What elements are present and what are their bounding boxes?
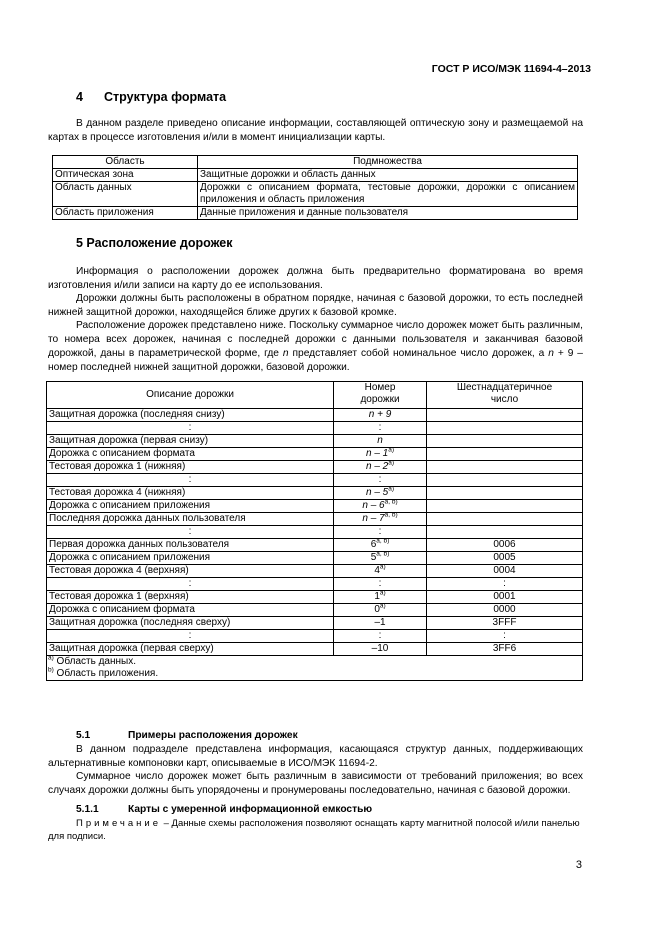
- table-row: [47, 552, 583, 565]
- document-header: ГОСТ Р ИСО/МЭК 11694-4–2013: [431, 63, 591, 75]
- table-row: [47, 487, 583, 500]
- track-number-value: n – 2: [365, 461, 389, 472]
- track-number-value: n – 6: [362, 500, 385, 511]
- section-5-paragraph-3: Расположение дорожек представлено ниже. Поскольку суммарное число дорожек может быть различным, то номера всех дорожек, начиная с последней дорожки с данными пользователя и заканчивая базовой дорожкой, даны в параметрической форме, где n представляет собой номинальное число дорожек, а n + 9 – номер последней нижней защитной дорожки, базовой дорожки.: [48, 320, 583, 373]
- track-number: [334, 435, 427, 448]
- track-number: [334, 409, 427, 422]
- subsection-5-1-paragraph-1: В данном подразделе представлена информация, касающаяся структур данных, поддерживающих альтернативные компоновки карт, описываемые в ИСО/МЭК 11694-2.: [48, 744, 583, 769]
- track-number: [334, 526, 427, 539]
- footnote-ref: a, b): [384, 498, 398, 506]
- header-line: число: [490, 394, 519, 405]
- footnote-ref: a): [388, 446, 395, 454]
- track-number: [334, 500, 427, 513]
- footnotes-row: [47, 656, 583, 681]
- header-line: дорожки: [360, 394, 400, 405]
- table-row: [47, 422, 583, 435]
- track-number: [334, 578, 427, 591]
- table-row: [47, 617, 583, 630]
- track-hex: 3FFF: [427, 617, 583, 630]
- track-hex: 0001: [427, 591, 583, 604]
- footnote-text: Область данных.: [53, 656, 136, 667]
- table-row: [47, 461, 583, 474]
- track-description: :: [47, 578, 334, 591]
- subsection-5-1-1-heading: [76, 804, 372, 815]
- track-number: [334, 552, 427, 565]
- note-text: – Данные схемы расположения позволяют оснащать карту магнитной полосой и/или панелью для подписи.: [48, 818, 580, 842]
- track-description: :: [47, 422, 334, 435]
- track-hex: :: [427, 578, 583, 591]
- table-row: [47, 500, 583, 513]
- footnote-ref: a, b): [376, 537, 390, 545]
- track-number-value: 5: [370, 552, 377, 563]
- track-description: Дорожка с описанием приложения: [47, 500, 334, 513]
- section-4-heading: [76, 90, 226, 104]
- section-5-paragraph-2: Дорожки должны быть расположены в обратном порядке, начиная с базовой дорожки, то есть последней нижней защитной дорожки, находящейся ближе других к базовой кромке.: [48, 293, 583, 318]
- track-number-value: n – 7: [362, 513, 385, 524]
- table-row: [47, 591, 583, 604]
- track-number: [334, 617, 427, 630]
- track-number: [334, 448, 427, 461]
- table-row: [47, 409, 583, 422]
- track-number-value: n: [377, 435, 383, 446]
- track-number: [334, 487, 427, 500]
- section-5-heading: 5 Расположение дорожек: [76, 236, 233, 250]
- table-cell: Защитные дорожки и область данных: [198, 169, 578, 182]
- table-row: [47, 448, 583, 461]
- header-line: Номер: [364, 382, 396, 393]
- track-hex: [427, 461, 583, 474]
- footnotes-cell: [47, 656, 583, 681]
- track-description: Первая дорожка данных пользователя: [47, 539, 334, 552]
- track-description: Защитная дорожка (первая сверху): [47, 643, 334, 656]
- table-row: [47, 604, 583, 617]
- table-row: [47, 526, 583, 539]
- section-4-paragraph: В данном разделе приведено описание информации, составляющей оптическую зону и размещаемой на картах в процессе изготовления и/или в момент инициализации карты.: [48, 118, 583, 143]
- note-label: Примечание: [76, 818, 161, 829]
- track-description: Защитная дорожка (последняя сверху): [47, 617, 334, 630]
- track-hex: [427, 513, 583, 526]
- track-number: [334, 591, 427, 604]
- format-structure-table: [52, 155, 578, 220]
- table-cell: Оптическая зона: [53, 169, 198, 182]
- track-number: [334, 422, 427, 435]
- track-number: [334, 604, 427, 617]
- section-title: Структура формата: [104, 90, 227, 104]
- track-number: [334, 539, 427, 552]
- table-row: [47, 513, 583, 526]
- track-description: Защитная дорожка (первая снизу): [47, 435, 334, 448]
- track-number-value: 0: [374, 604, 380, 615]
- table-row: [53, 207, 578, 220]
- section-5-paragraph-1: Информация о расположении дорожек должна быть предварительно форматирована во время изготовления и/или записи на карту до ее использования.: [48, 266, 583, 291]
- table-cell: Данные приложения и данные пользователя: [198, 207, 578, 220]
- footnote-ref: a): [388, 459, 395, 467]
- track-description: :: [47, 526, 334, 539]
- track-number-value: :: [378, 578, 382, 589]
- table-cell: Область приложения: [53, 207, 198, 220]
- footnote-b: [48, 668, 580, 680]
- table-header-row: [53, 156, 578, 169]
- track-hex: [427, 409, 583, 422]
- track-number-value: :: [378, 526, 382, 537]
- track-number-value: :: [378, 422, 382, 433]
- table-row: [53, 169, 578, 182]
- track-number-value: n – 1: [365, 448, 389, 459]
- column-header-area: Область: [53, 156, 198, 169]
- table-row: [47, 565, 583, 578]
- track-description: Защитная дорожка (последняя снизу): [47, 409, 334, 422]
- table-row: [47, 539, 583, 552]
- footnote-ref: a, b): [384, 511, 398, 519]
- subsection-5-1-heading: [76, 730, 298, 741]
- section-number: 4: [76, 90, 83, 104]
- track-hex: 0004: [427, 565, 583, 578]
- table-row: [47, 435, 583, 448]
- footnote-ref: a, b): [376, 550, 390, 558]
- table-cell: Дорожки с описанием формата, тестовые дорожки, дорожки с описанием приложения и область приложения: [198, 182, 578, 207]
- track-number: [334, 643, 427, 656]
- footnote-ref: a): [379, 563, 386, 571]
- track-number-value: 1: [374, 591, 380, 602]
- track-description: Тестовая дорожка 4 (верхняя): [47, 565, 334, 578]
- track-hex: [427, 448, 583, 461]
- column-header-subsets: Подмножества: [198, 156, 578, 169]
- track-layout-table: [46, 381, 583, 681]
- track-number: [334, 565, 427, 578]
- table-row: [47, 578, 583, 591]
- track-hex: 0006: [427, 539, 583, 552]
- track-hex: 0000: [427, 604, 583, 617]
- track-number: [334, 474, 427, 487]
- track-description: Тестовая дорожка 1 (нижняя): [47, 461, 334, 474]
- track-number: [334, 513, 427, 526]
- track-number-value: n + 9: [368, 409, 392, 420]
- track-hex: [427, 487, 583, 500]
- track-number-value: :: [378, 474, 382, 485]
- footnote-ref: a): [388, 485, 395, 493]
- track-description: Последняя дорожка данных пользователя: [47, 513, 334, 526]
- footnote-ref: a): [379, 602, 386, 610]
- page-number: 3: [575, 859, 582, 871]
- track-hex: 3FF6: [427, 643, 583, 656]
- track-description: :: [47, 630, 334, 643]
- track-number-value: :: [378, 630, 382, 641]
- footnote-mark: a): [48, 654, 54, 662]
- subsection-5-1-paragraph-2: Суммарное число дорожек может быть различным в зависимости от требований приложения; во всех случаях дорожки должны быть упорядочены и пронумерованы последовательно, начиная с базовой дорожки.: [48, 771, 583, 796]
- table-row: [47, 643, 583, 656]
- track-hex: :: [427, 630, 583, 643]
- track-number-value: 4: [374, 565, 380, 576]
- track-description: :: [47, 474, 334, 487]
- column-header-track-number: [334, 382, 427, 409]
- track-description: Дорожка с описанием формата: [47, 604, 334, 617]
- subsection-number: 5.1: [76, 730, 91, 741]
- track-description: Тестовая дорожка 4 (нижняя): [47, 487, 334, 500]
- table-header-row: [47, 382, 583, 409]
- track-hex: 0005: [427, 552, 583, 565]
- track-number-value: –10: [371, 643, 389, 654]
- track-number-value: 6: [370, 539, 377, 550]
- track-number-value: n – 5: [365, 487, 389, 498]
- track-number-value: –1: [374, 617, 386, 628]
- subsection-number: 5.1.1: [76, 804, 99, 815]
- track-number: [334, 461, 427, 474]
- table-row: [53, 182, 578, 207]
- footnote-mark: b): [48, 666, 54, 674]
- track-number: [334, 630, 427, 643]
- note-paragraph: [48, 817, 583, 843]
- track-hex: [427, 435, 583, 448]
- subsection-title: Карты с умеренной информационной емкостью: [128, 804, 373, 815]
- table-row: [47, 474, 583, 487]
- footnote-a: [48, 656, 580, 668]
- footnote-text: Область приложения.: [53, 668, 159, 679]
- subsection-title: Примеры расположения дорожек: [128, 730, 298, 741]
- track-hex: [427, 526, 583, 539]
- track-hex: [427, 500, 583, 513]
- header-line: Шестнадцатеричное: [456, 382, 553, 393]
- table-cell: Область данных: [53, 182, 198, 207]
- column-header-hex: [427, 382, 583, 409]
- track-rows: [47, 409, 583, 656]
- column-header-description: Описание дорожки: [47, 382, 334, 409]
- footnote-ref: a): [379, 589, 386, 597]
- track-hex: [427, 474, 583, 487]
- track-hex: [427, 422, 583, 435]
- track-description: Дорожка с описанием приложения: [47, 552, 334, 565]
- track-description: Тестовая дорожка 1 (верхняя): [47, 591, 334, 604]
- table-row: [47, 630, 583, 643]
- track-description: Дорожка с описанием формата: [47, 448, 334, 461]
